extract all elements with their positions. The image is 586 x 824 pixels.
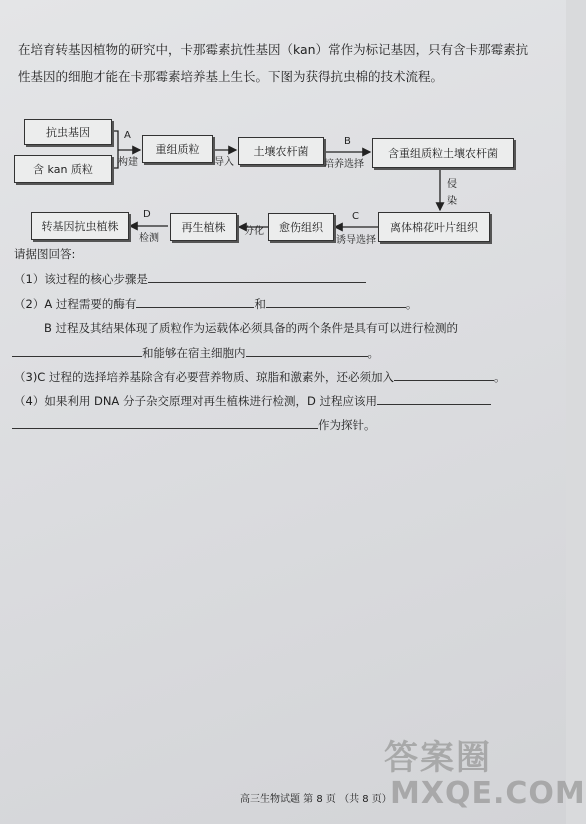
box-agrobacterium: 土壤农杆菌 [238, 137, 324, 165]
answer-blank-2b[interactable] [266, 295, 406, 308]
questions-prompt: 请据图回答: [14, 247, 76, 261]
label-induce-select: 诱导选择 [336, 235, 376, 246]
question-3 [14, 368, 506, 385]
box-recombinant-plasmid: 重组质粒 [142, 135, 213, 163]
label-construct: 构建 [118, 157, 138, 168]
question-3-text: （3)C 过程的选择培养基除含有必要营养物质、琼脂和激素外，还必须加入 [14, 370, 394, 384]
watermark-line-2: MXQE.COM [390, 776, 586, 811]
answer-blank-1[interactable] [148, 270, 366, 283]
question-2 [14, 295, 417, 312]
box-regenerated-plant: 再生植株 [170, 213, 237, 241]
question-4 [14, 392, 491, 409]
label-culture-select: 培养选择 [324, 159, 364, 170]
page-footer: 高三生物试题 第 8 页 （共 8 页） [240, 794, 392, 805]
label-process-c: C [352, 211, 359, 222]
question-4-line-2 [12, 416, 376, 433]
box-leaf-tissue: 离体棉花叶片组织 [378, 212, 490, 242]
question-3-period: 。 [494, 370, 506, 384]
watermark-line-1: 答案圈 [384, 738, 492, 778]
label-infect-1: 侵 [447, 179, 457, 190]
question-2-b-text: B 过程及其结果体现了质粒作为运载体必须具备的两个条件是具有可以进行检测的 [44, 321, 459, 335]
intro-line-2: 性基因的细胞才能在卡那霉素培养基上生长。下图为获得抗虫棉的技术流程。 [18, 69, 444, 84]
box-kan-plasmid: 含 kan 质粒 [14, 155, 112, 183]
label-import: 导入 [214, 157, 234, 168]
label-differentiate: 分化 [244, 226, 264, 237]
question-4-text: （4）如果利用 DNA 分子杂交原理对再生植株进行检测，D 过程应该用 [14, 394, 377, 408]
answer-blank-4b[interactable] [12, 416, 318, 429]
label-process-b: B [344, 136, 351, 147]
box-callus: 愈伤组织 [268, 213, 334, 241]
question-1-text: （1）该过程的核心步骤是 [14, 272, 148, 286]
answer-blank-3[interactable] [394, 368, 494, 381]
question-1 [14, 270, 366, 287]
answer-blank-2a[interactable] [136, 295, 254, 308]
question-2-b-text-2: 和能够在宿主细胞内 [142, 346, 246, 360]
label-process-a: A [124, 130, 131, 141]
label-infect-2: 染 [447, 196, 457, 207]
watermark-logo [384, 730, 586, 820]
box-insect-resistance-gene: 抗虫基因 [24, 119, 112, 145]
question-2-and: 和 [254, 297, 266, 311]
label-process-d: D [143, 209, 151, 220]
question-2-period: 。 [405, 297, 418, 311]
question-2-text: （2）A 过程需要的酶有 [14, 297, 137, 311]
answer-blank-2d[interactable] [246, 344, 368, 357]
box-recombinant-agrobacterium: 含重组质粒土壤农杆菌 [372, 138, 514, 168]
intro-line-1: 在培育转基因植物的研究中，卡那霉素抗性基因（kan）常作为标记基因，只有含卡那霉素抗 [18, 42, 529, 57]
answer-blank-2c[interactable] [12, 344, 142, 357]
question-4-text-2: 作为探针。 [318, 418, 376, 432]
label-detect: 检测 [139, 233, 159, 244]
box-transgenic-plant: 转基因抗虫植株 [31, 212, 129, 240]
question-2-b-period: 。 [367, 346, 379, 360]
question-2-b-line [12, 344, 379, 361]
answer-blank-4a[interactable] [377, 392, 491, 405]
